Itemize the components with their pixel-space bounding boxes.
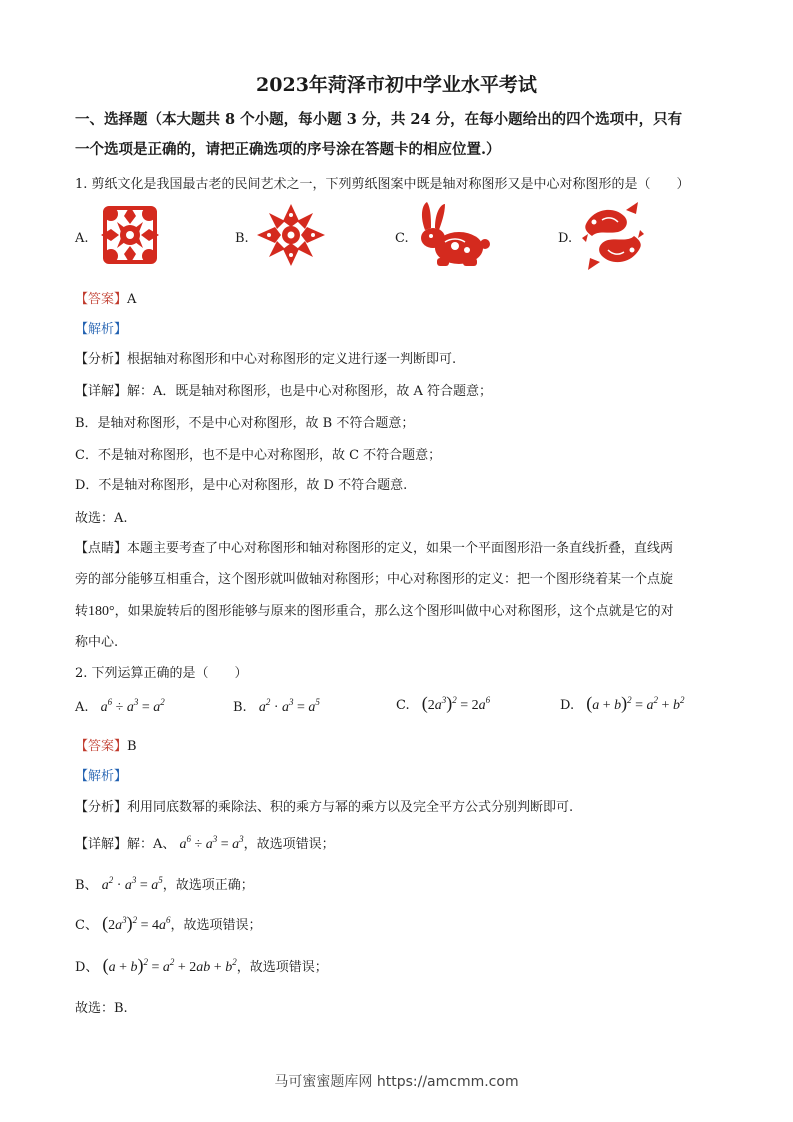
q2-option-b-label: B.	[233, 700, 247, 715]
q2-detail-b-prefix: B、	[75, 878, 98, 893]
q2-stem: 2. 下列运算正确的是（ ）	[75, 666, 248, 681]
q1-dianjing-3b: ，如果旋转后的图形能够与原来的图形重合，那么这个图形叫做中心对称图形，这个点就是它的对	[114, 604, 674, 619]
q1-dianjing-text1: 本题主要考查了中心对称图形和轴对称图形的定义，如果一个平面图形沿一条直线折叠，直线两	[127, 541, 674, 556]
q1-option-d-label: D.	[558, 231, 573, 246]
q1-option-c-label: C.	[395, 231, 409, 246]
q2-fenxi	[75, 796, 573, 815]
q2-detail-d-formula: $(a + b)^2 = a^2 + 2ab + b^2$	[102, 955, 237, 975]
section-heading-line2: 一个选项是正确的，请把正确选项的序号涂在答题卡的相应位置.）	[75, 141, 501, 158]
q2-option-a-formula: $a^6 \div a^3 = a^2$	[100, 697, 165, 715]
q2-detail-d-prefix: D、	[75, 960, 99, 975]
footer-watermark: 马可蜜蜜题库网 https://amcmm.com	[274, 1074, 519, 1090]
q1-answer-value: A	[127, 292, 137, 307]
q2-detail-b-suffix: ，故选项正确；	[162, 878, 254, 893]
q1-xiangjie-tag: 【详解】	[75, 384, 128, 399]
q1-xiangjie	[75, 380, 492, 399]
q2-option-a	[75, 697, 165, 716]
q2-option-c	[396, 693, 490, 714]
q1-analysis-tag: 【解析】	[75, 322, 128, 337]
q2-detail-b-formula: $a^2 \cdot a^3 = a^5$	[101, 875, 163, 893]
q1-option-a-label: A.	[75, 231, 89, 246]
q1-dianjing-line2: 旁的部分能够互相重合，这个图形就叫做轴对称图形；中心对称图形的定义：把一个图形绕着某一个点旋	[75, 572, 674, 587]
q1-dianjing-line1	[75, 537, 673, 556]
q2-answer-tag: 【答案】	[75, 739, 128, 754]
q2-detail-c	[75, 913, 262, 934]
q2-option-b	[233, 697, 320, 716]
q2-detail-d-suffix: ，故选项错误；	[236, 960, 328, 975]
q2-detail-a-suffix: ，故选项错误；	[243, 837, 335, 852]
q2-option-c-label: C.	[396, 698, 410, 713]
q2-option-d-formula: $(a + b)^2 = a^2 + b^2$	[586, 693, 685, 713]
q1-answer-tag: 【答案】	[75, 292, 128, 307]
q2-option-a-label: A.	[75, 700, 89, 715]
q1-dianjing-3a: 转	[75, 604, 89, 619]
papercut-rabbit-icon	[415, 200, 491, 272]
q1-line-d: D．不是轴对称图形，是中心对称图形，故 D 不符合题意.	[75, 478, 408, 493]
q2-detail-c-prefix: C、	[75, 918, 98, 933]
q1-choose: 故选：A.	[75, 511, 128, 526]
q1-dianjing-line4: 称中心.	[75, 635, 119, 650]
q1-dianjing-tag: 【点睛】	[75, 541, 128, 556]
q2-choose: 故选：B.	[75, 1001, 128, 1016]
q1-fenxi-text: 根据轴对称图形和中心对称图形的定义进行逐一判断即可.	[127, 352, 457, 367]
q2-option-b-formula: $a^2 \cdot a^3 = a^5$	[258, 697, 320, 715]
papercut-square-pattern-icon	[99, 202, 161, 268]
q1-options	[75, 200, 715, 275]
q1-line-c: C．不是轴对称图形，也不是中心对称图形，故 C 不符合题意；	[75, 448, 442, 463]
q2-option-d	[560, 693, 684, 714]
q2-xiangjie-prefix: 解：A、	[127, 837, 176, 852]
q2-answer	[75, 735, 137, 754]
q2-xiangjie-a	[75, 833, 335, 853]
q1-xiangjie-text: 解：A．既是轴对称图形，也是中心对称图形，故 A 符合题意；	[127, 384, 493, 399]
q2-fenxi-tag: 【分析】	[75, 800, 128, 815]
q2-option-c-formula: $(2a^3)^2 = 2a^6$	[421, 693, 491, 713]
page-title: 2023年菏泽市初中学业水平考试	[256, 74, 537, 96]
q2-analysis-tag: 【解析】	[75, 769, 128, 784]
papercut-snowflake-icon	[255, 202, 327, 268]
section-heading-line1: 一、选择题（本大题共 8 个小题，每小题 3 分，共 24 分，在每小题给出的四个选项中，只有	[75, 111, 683, 128]
q2-detail-b	[75, 874, 254, 894]
q1-fenxi	[75, 348, 456, 367]
q1-fenxi-tag: 【分析】	[75, 352, 128, 367]
q2-answer-value: B	[127, 739, 137, 754]
q2-detail-a-formula: $a^6 \div a^3 = a^3$	[179, 834, 244, 852]
q2-xiangjie-tag: 【详解】	[75, 837, 128, 852]
q2-fenxi-text: 利用同底数幂的乘除法、积的乘方与幂的乘方以及完全平方公式分别判断即可.	[127, 800, 574, 815]
q1-stem: 1. 剪纸文化是我国最古老的民间艺术之一，下列剪纸图案中既是轴对称图形又是中心对称图形的是（ ）	[75, 177, 690, 192]
papercut-twin-fish-icon	[580, 200, 646, 272]
q2-detail-c-formula: $(2a^3)^2 = 4a^6$	[102, 913, 171, 933]
q1-dianjing-degree: 180°	[88, 604, 115, 619]
q1-dianjing-line3	[75, 600, 674, 620]
q2-detail-c-suffix: ，故选项错误；	[170, 918, 262, 933]
q2-option-d-label: D.	[560, 698, 575, 713]
q1-line-b: B．是轴对称图形，不是中心对称图形，故 B 不符合题意；	[75, 416, 415, 431]
q1-option-b-label: B.	[235, 231, 249, 246]
q1-answer	[75, 288, 136, 307]
q2-detail-d	[75, 955, 328, 976]
